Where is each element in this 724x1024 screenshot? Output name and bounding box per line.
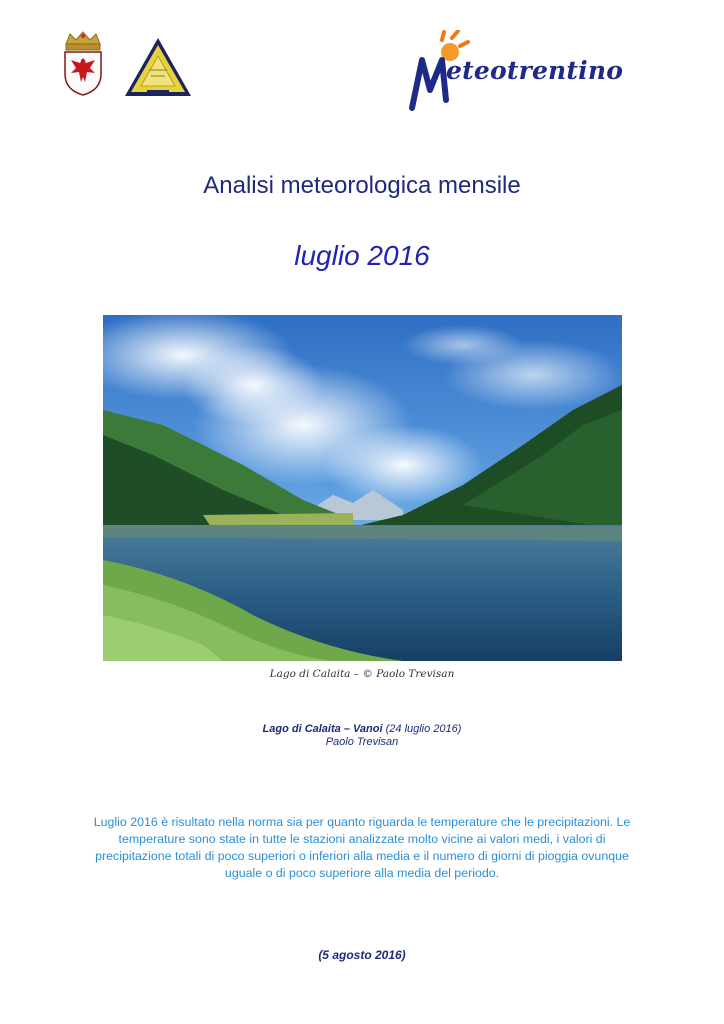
- photo-author: Paolo Trevisan: [325, 736, 399, 748]
- publication-date: (5 agosto 2016): [318, 948, 406, 962]
- meteotrentino-logo: [408, 30, 680, 112]
- summary-paragraph: Luglio 2016 è risultato nella norma sia per quanto riguarda le temperature che le precipitazioni. Le temperature sono state in tutte le stazioni analizzate molto vicine ai valori medi, i valori di precipitazione totali di poco superiori o inferiori alla media e il numero di giorni di pioggia ovunque uguale o di poco superiore alla media del periodo.: [93, 815, 631, 880]
- civil-protection-logo: [123, 36, 193, 98]
- report-period: luglio 2016: [294, 240, 430, 271]
- photo-caption: [0, 723, 724, 735]
- photo-date: (24 luglio 2016): [385, 723, 462, 735]
- document-title: Analisi meteorologica mensile: [203, 172, 521, 199]
- photo-credit: Lago di Calaita – © Paolo Trevisan: [269, 668, 455, 680]
- brand-wordmark: eteotrentino: [446, 56, 624, 85]
- trentino-crest-logo: [62, 30, 104, 96]
- lake-photo: [103, 315, 622, 661]
- photo-location: Lago di Calaita – Vanoi: [262, 723, 383, 735]
